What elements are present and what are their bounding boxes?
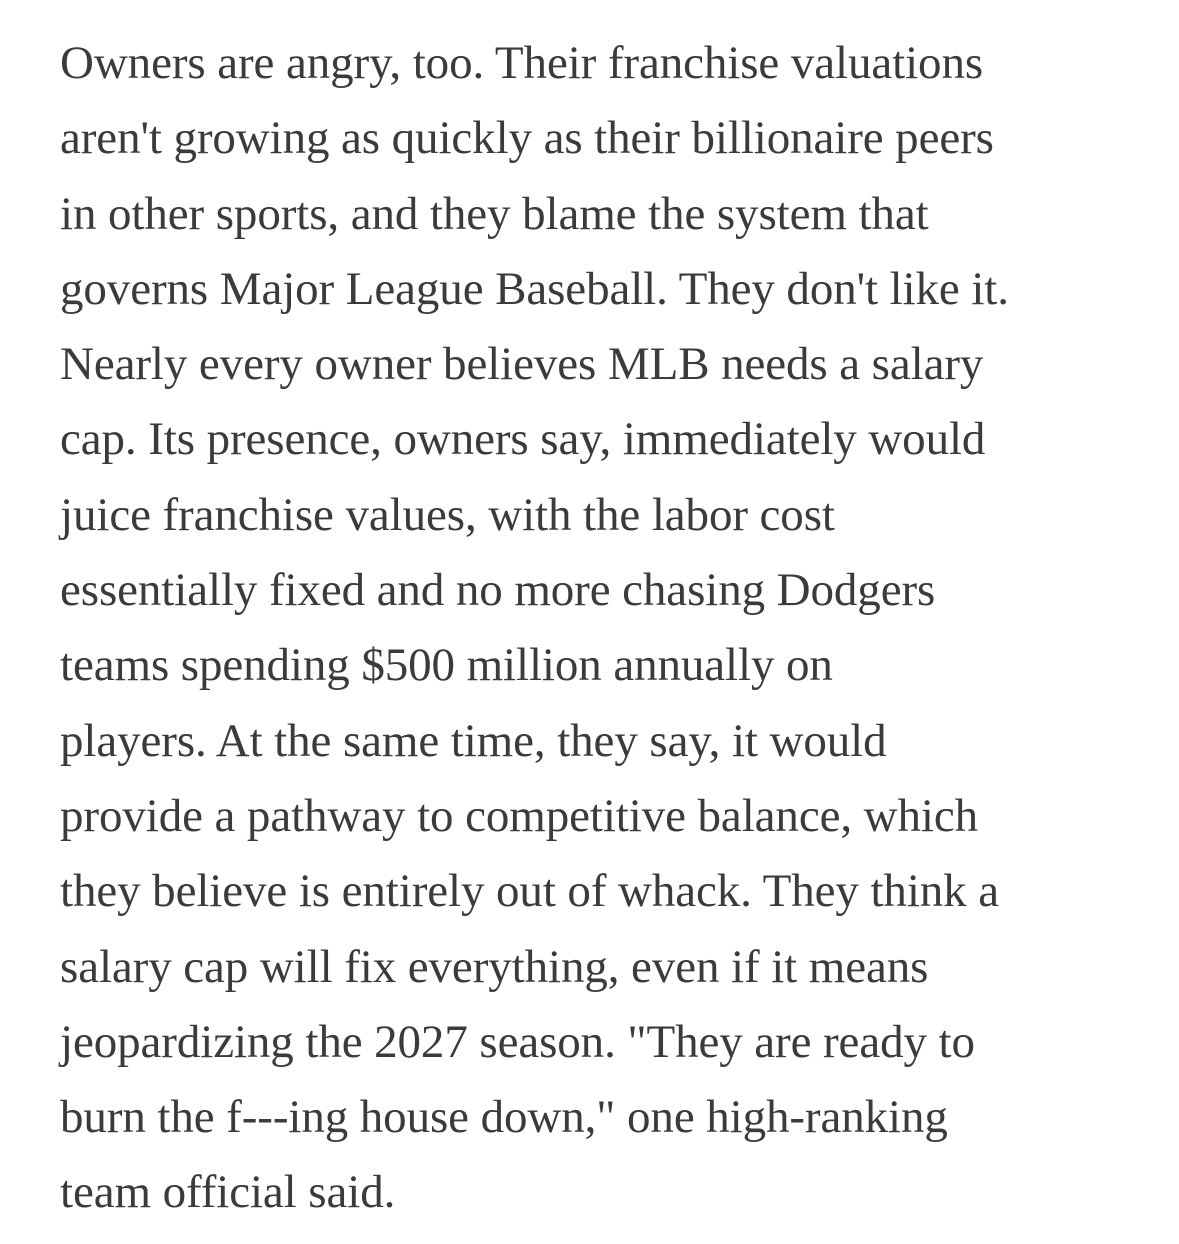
paragraph-line: salary cap will fix everything, even if it means bbox=[60, 940, 929, 993]
paragraph-line: Owners are angry, too. Their franchise valuations bbox=[60, 37, 984, 89]
paragraph-line: aren't growing as quickly as their billionaire peers bbox=[60, 112, 994, 165]
paragraph-line: Nearly every owner believes MLB needs a salary bbox=[60, 338, 984, 391]
paragraph-line: team official said. bbox=[60, 1166, 396, 1219]
paragraph-line: cap. Its presence, owners say, immediately would bbox=[60, 413, 986, 466]
paragraph-line: provide a pathway to competitive balance, which bbox=[60, 789, 978, 842]
paragraph-line: teams spending $500 million annually on bbox=[60, 639, 833, 692]
paragraph-line: in other sports, and they blame the system that bbox=[60, 187, 929, 240]
paragraph-line: governs Major League Baseball. They don't like it. bbox=[60, 262, 1009, 315]
article-paragraph bbox=[60, 26, 1140, 1231]
paragraph-line: juice franchise values, with the labor cost bbox=[60, 488, 835, 541]
paragraph-line: essentially fixed and no more chasing Dodgers bbox=[60, 564, 936, 617]
paragraph-line: they believe is entirely out of whack. They think a bbox=[60, 865, 999, 918]
paragraph-line: players. At the same time, they say, it would bbox=[60, 714, 887, 767]
paragraph-line: jeopardizing the 2027 season. "They are ready to bbox=[60, 1015, 975, 1068]
paragraph-line: burn the f---ing house down," one high-ranking bbox=[60, 1091, 948, 1144]
